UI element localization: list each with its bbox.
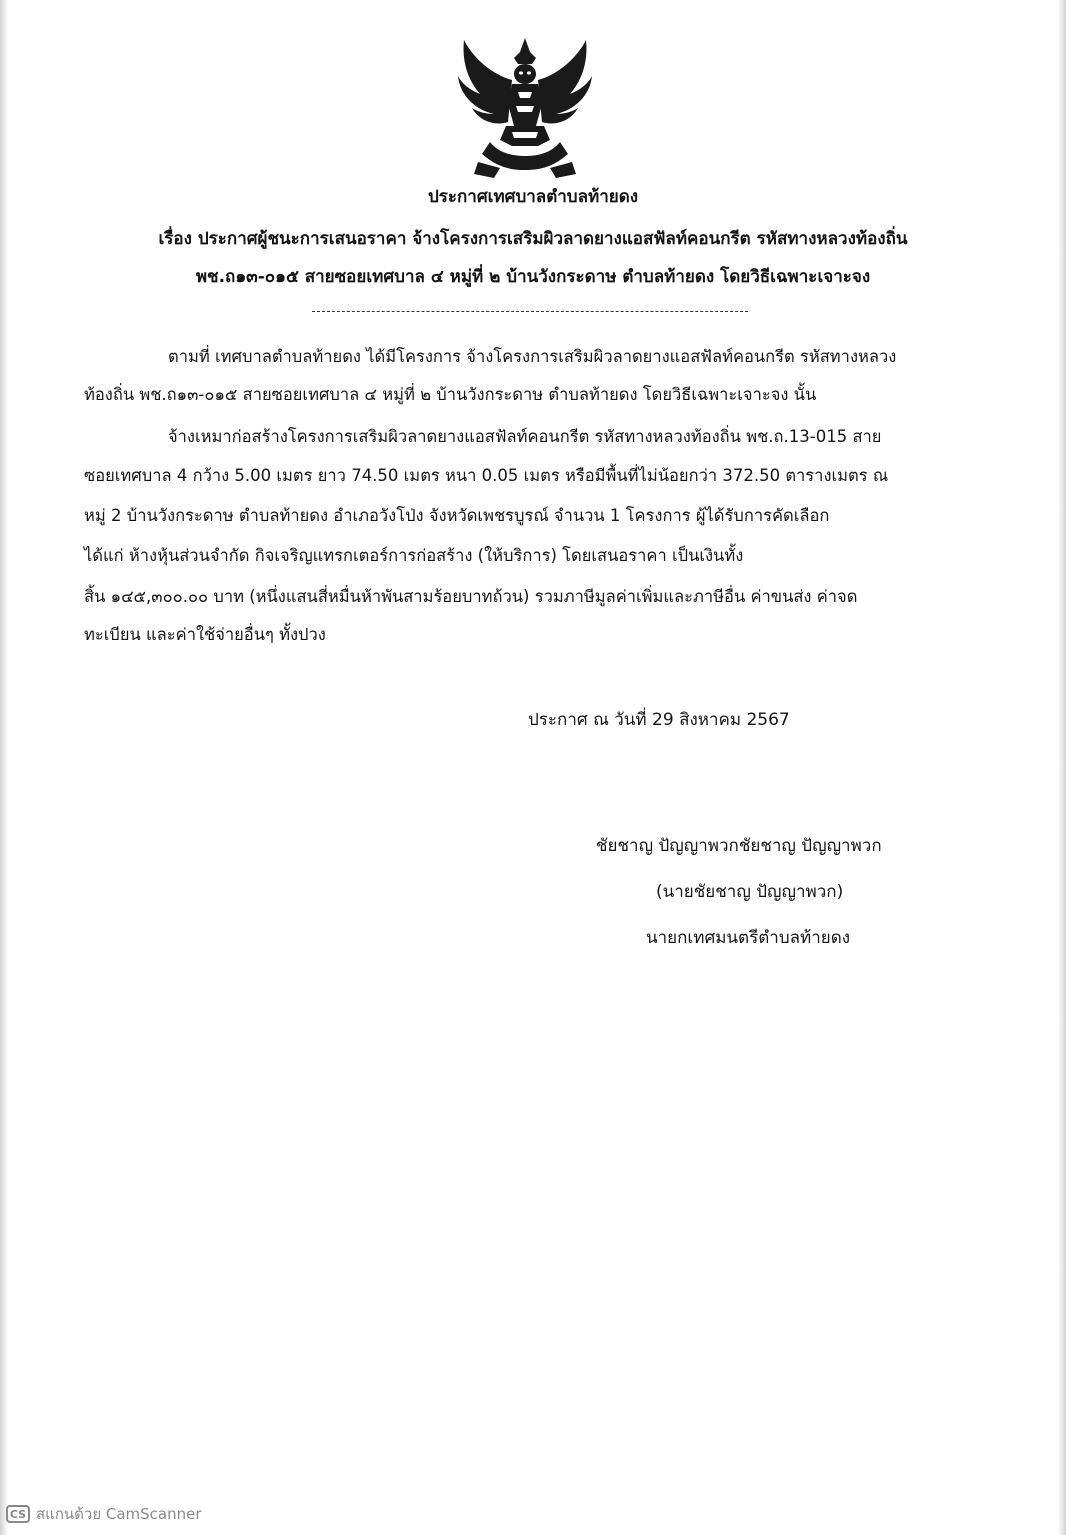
body-line: ท้องถิ่น พช.ถ๑๓-๐๑๕ สายซอยเทศบาล ๔ หมู่ที่ ๒ บ้านวังกระดาษ ตำบลท้ายดง โดยวิธีเฉพาะเจาะจง นั้น [84, 385, 817, 404]
scanner-text: สแกนด้วย CamScanner [36, 1505, 202, 1523]
camscanner-logo-icon: CS [6, 1505, 30, 1523]
signature: ชัยชาญ ปัญญาพวกชัยชาญ ปัญญาพวก [596, 836, 882, 856]
body-line: หมู่ 2 บ้านวังกระดาษ ตำบลท้ายดง อำเภอวังโป่ง จังหวัดเพชรบูรณ์ จำนวน 1 โครงการ ผู้ได้รับการคัดเลือก [84, 506, 830, 525]
body-line: ทะเบียน และค่าใช้จ่ายอื่นๆ ทั้งปวง [84, 625, 326, 644]
subject-line-1: เรื่อง ประกาศผู้ชนะการเสนอราคา จ้างโครงการเสริมผิวลาดยางแอสฟัลท์คอนกรีต รหัสทางหลวงท้องถิ่น [158, 229, 908, 249]
garuda-emblem-icon [450, 34, 600, 180]
signer-position: นายกเทศมนตรีตำบลท้ายดง [646, 928, 851, 948]
body-line: ได้แก่ ห้างหุ้นส่วนจำกัด กิจเจริญแทรกเตอร์การก่อสร้าง (ให้บริการ) โดยเสนอราคา เป็นเงินทั้ง [84, 546, 744, 565]
right-scan-edge [1058, 0, 1066, 1535]
body-line: สิ้น ๑๔๕,๓๐๐.๐๐ บาท (หนึ่งแสนสี่หมื่นห้าพันสามร้อยบาทถ้วน) รวมภาษีมูลค่าเพิ่มและภาษีอื่น ค่าขนส่ง ค่าจด [84, 587, 858, 606]
subject-line-2: พช.ถ๑๓-๐๑๕ สายซอยเทศบาล ๔ หมู่ที่ ๒ บ้านวังกระดาษ ตำบลท้ายดง โดยวิธีเฉพาะเจาะจง [195, 267, 871, 287]
announce-date: ประกาศ ณ วันที่ 29 สิงหาคม 2567 [528, 710, 790, 730]
camscanner-footer [6, 1503, 202, 1525]
heading-divider [312, 311, 748, 312]
signer-name: (นายชัยชาญ ปัญญาพวก) [656, 882, 844, 902]
body-line: ซอยเทศบาล 4 กว้าง 5.00 เมตร ยาว 74.50 เมตร หนา 0.05 เมตร หรือมีพื้นที่ไม่น้อยกว่า 372.50 ตารางเมตร ณ [84, 466, 889, 485]
left-scan-edge [0, 0, 8, 1535]
body-line: จ้างเหมาก่อสร้างโครงการเสริมผิวลาดยางแอสฟัลท์คอนกรีต รหัสทางหลวงท้องถิ่น พช.ถ.13-015 สาย [168, 427, 882, 446]
document-title: ประกาศเทศบาลตำบลท้ายดง [427, 187, 639, 207]
body-line: ตามที่ เทศบาลตำบลท้ายดง ได้มีโครงการ จ้างโครงการเสริมผิวลาดยางแอสฟัลท์คอนกรีต รหัสทางหลวง [168, 347, 897, 366]
